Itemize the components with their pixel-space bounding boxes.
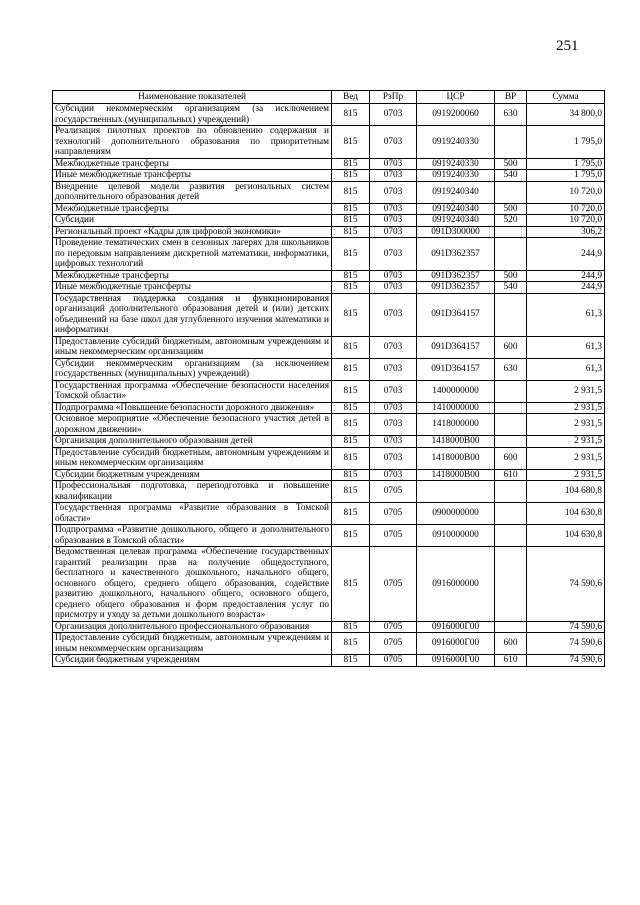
cell-ved: 815 bbox=[332, 547, 370, 622]
cell-rzpr: 0705 bbox=[370, 633, 417, 655]
cell-ved: 815 bbox=[332, 525, 370, 547]
table-row bbox=[53, 170, 605, 182]
cell-sum: 34 800,0 bbox=[527, 104, 605, 126]
cell-name: Ведомственная целевая программа «Обеспечение государственных гарантий реализации прав на получение общедоступного, бесплатного и качественного дошкольного, начального общего, основного общего, среднего общего образования, содействие развитию дошкольного, начального общего, основного общего, среднего общего образования и форм предоставления услуг по присмотру и уходу за детьми дошкольного возраста» bbox=[53, 547, 332, 622]
cell-rzpr: 0705 bbox=[370, 547, 417, 622]
cell-sum: 2 931,5 bbox=[527, 469, 605, 481]
cell-csr: 0900000000 bbox=[417, 503, 495, 525]
cell-ved: 815 bbox=[332, 358, 370, 380]
cell-sum: 306,2 bbox=[527, 226, 605, 238]
cell-rzpr: 0703 bbox=[370, 270, 417, 282]
cell-ved: 815 bbox=[332, 203, 370, 215]
cell-vr bbox=[495, 226, 527, 238]
cell-sum: 61,3 bbox=[527, 293, 605, 336]
budget-table bbox=[52, 90, 605, 667]
cell-vr bbox=[495, 414, 527, 436]
cell-csr: 0919240330 bbox=[417, 158, 495, 170]
cell-sum: 2 931,5 bbox=[527, 402, 605, 414]
cell-rzpr: 0705 bbox=[370, 621, 417, 633]
cell-sum: 61,3 bbox=[527, 336, 605, 358]
table-row bbox=[53, 655, 605, 667]
cell-ved: 815 bbox=[332, 226, 370, 238]
cell-csr: 0919240330 bbox=[417, 170, 495, 182]
cell-sum: 61,3 bbox=[527, 358, 605, 380]
cell-vr bbox=[495, 481, 527, 503]
table-row bbox=[53, 293, 605, 336]
cell-vr: 540 bbox=[495, 282, 527, 294]
cell-vr: 500 bbox=[495, 158, 527, 170]
cell-vr bbox=[495, 547, 527, 622]
cell-rzpr: 0703 bbox=[370, 158, 417, 170]
cell-vr: 500 bbox=[495, 270, 527, 282]
cell-rzpr: 0703 bbox=[370, 293, 417, 336]
cell-csr: 0916000Г00 bbox=[417, 621, 495, 633]
cell-sum: 1 795,0 bbox=[527, 126, 605, 159]
cell-rzpr: 0703 bbox=[370, 402, 417, 414]
cell-csr: 1418000В00 bbox=[417, 469, 495, 481]
cell-csr: 0916000Г00 bbox=[417, 655, 495, 667]
cell-name: Субсидии некоммерческим организациям (за исключением государственных (муниципальных) учреждений) bbox=[53, 358, 332, 380]
table-row bbox=[53, 336, 605, 358]
cell-name: Профессиональная подготовка, переподготовка и повышение квалификации bbox=[53, 481, 332, 503]
cell-ved: 815 bbox=[332, 402, 370, 414]
cell-ved: 815 bbox=[332, 447, 370, 469]
cell-sum: 104 630,8 bbox=[527, 503, 605, 525]
cell-name: Межбюджетные трансферты bbox=[53, 203, 332, 215]
cell-ved: 815 bbox=[332, 104, 370, 126]
table-body bbox=[53, 104, 605, 667]
cell-rzpr: 0703 bbox=[370, 380, 417, 402]
cell-name: Подпрограмма «Повышение безопасности дорожного движения» bbox=[53, 402, 332, 414]
cell-vr: 500 bbox=[495, 203, 527, 215]
cell-csr: 1418000000 bbox=[417, 414, 495, 436]
table-row bbox=[53, 215, 605, 227]
cell-name: Субсидии bbox=[53, 215, 332, 227]
table-row bbox=[53, 414, 605, 436]
cell-csr: 091D364157 bbox=[417, 336, 495, 358]
cell-ved: 815 bbox=[332, 655, 370, 667]
cell-csr: 0919200060 bbox=[417, 104, 495, 126]
cell-ved: 815 bbox=[332, 158, 370, 170]
cell-ved: 815 bbox=[332, 282, 370, 294]
cell-rzpr: 0705 bbox=[370, 525, 417, 547]
cell-rzpr: 0703 bbox=[370, 358, 417, 380]
cell-ved: 815 bbox=[332, 170, 370, 182]
cell-name: Субсидии бюджетным учреждениям bbox=[53, 655, 332, 667]
cell-ved: 815 bbox=[332, 181, 370, 203]
cell-vr bbox=[495, 525, 527, 547]
cell-name: Подпрограмма «Развитие дошкольного, общего и дополнительного образования в Томской области» bbox=[53, 525, 332, 547]
page-number: 251 bbox=[556, 38, 579, 54]
cell-ved: 815 bbox=[332, 238, 370, 271]
cell-rzpr: 0703 bbox=[370, 203, 417, 215]
cell-name: Реализация пилотных проектов по обновлению содержания и технологий дополнительного образования по приоритетным направлениям bbox=[53, 126, 332, 159]
cell-ved: 815 bbox=[332, 503, 370, 525]
cell-csr: 1418000В00 bbox=[417, 436, 495, 448]
cell-name: Межбюджетные трансферты bbox=[53, 158, 332, 170]
cell-ved: 815 bbox=[332, 270, 370, 282]
cell-vr: 610 bbox=[495, 655, 527, 667]
cell-vr: 630 bbox=[495, 104, 527, 126]
table-row bbox=[53, 469, 605, 481]
header-rzpr: РзПр bbox=[370, 91, 417, 104]
cell-name: Организация дополнительного профессионального образования bbox=[53, 621, 332, 633]
cell-name: Предоставление субсидий бюджетным, автономным учреждениям и иным некоммерческим организациям bbox=[53, 447, 332, 469]
cell-vr bbox=[495, 503, 527, 525]
cell-ved: 815 bbox=[332, 126, 370, 159]
table-row bbox=[53, 104, 605, 126]
cell-sum: 2 931,5 bbox=[527, 380, 605, 402]
cell-rzpr: 0703 bbox=[370, 414, 417, 436]
cell-sum: 104 680,8 bbox=[527, 481, 605, 503]
cell-sum: 104 630,8 bbox=[527, 525, 605, 547]
cell-vr: 600 bbox=[495, 336, 527, 358]
cell-name: Основное мероприятие «Обеспечение безопасного участия детей в дорожном движении» bbox=[53, 414, 332, 436]
header-sum: Сумма bbox=[527, 91, 605, 104]
cell-sum: 10 720,0 bbox=[527, 215, 605, 227]
table-row bbox=[53, 436, 605, 448]
cell-rzpr: 0703 bbox=[370, 126, 417, 159]
header-vr: ВР bbox=[495, 91, 527, 104]
cell-sum: 244,9 bbox=[527, 270, 605, 282]
cell-vr: 600 bbox=[495, 633, 527, 655]
cell-vr bbox=[495, 402, 527, 414]
cell-csr: 091D362357 bbox=[417, 270, 495, 282]
cell-rzpr: 0703 bbox=[370, 336, 417, 358]
cell-ved: 815 bbox=[332, 293, 370, 336]
table-row bbox=[53, 547, 605, 622]
cell-sum: 244,9 bbox=[527, 238, 605, 271]
cell-rzpr: 0703 bbox=[370, 104, 417, 126]
cell-name: Государственная программа «Обеспечение безопасности населения Томской области» bbox=[53, 380, 332, 402]
cell-csr bbox=[417, 481, 495, 503]
cell-rzpr: 0705 bbox=[370, 655, 417, 667]
cell-csr: 1400000000 bbox=[417, 380, 495, 402]
cell-vr bbox=[495, 380, 527, 402]
cell-csr: 0919240340 bbox=[417, 203, 495, 215]
cell-vr: 630 bbox=[495, 358, 527, 380]
cell-ved: 815 bbox=[332, 436, 370, 448]
cell-csr: 091D364157 bbox=[417, 358, 495, 380]
cell-ved: 815 bbox=[332, 633, 370, 655]
table-row bbox=[53, 402, 605, 414]
cell-ved: 815 bbox=[332, 621, 370, 633]
cell-name: Иные межбюджетные трансферты bbox=[53, 170, 332, 182]
table-row bbox=[53, 380, 605, 402]
cell-vr bbox=[495, 181, 527, 203]
cell-csr: 1410000000 bbox=[417, 402, 495, 414]
cell-sum: 244,9 bbox=[527, 282, 605, 294]
table-row bbox=[53, 633, 605, 655]
table-row bbox=[53, 621, 605, 633]
cell-sum: 2 931,5 bbox=[527, 414, 605, 436]
table-row bbox=[53, 503, 605, 525]
cell-sum: 74 590,6 bbox=[527, 633, 605, 655]
cell-vr bbox=[495, 293, 527, 336]
cell-vr: 610 bbox=[495, 469, 527, 481]
cell-sum: 2 931,5 bbox=[527, 436, 605, 448]
header-ved: Вед bbox=[332, 91, 370, 104]
cell-rzpr: 0703 bbox=[370, 215, 417, 227]
cell-csr: 0919240340 bbox=[417, 181, 495, 203]
table-row bbox=[53, 525, 605, 547]
header-name: Наименование показателей bbox=[53, 91, 332, 104]
table-row bbox=[53, 358, 605, 380]
cell-csr: 0919240330 bbox=[417, 126, 495, 159]
cell-vr bbox=[495, 126, 527, 159]
cell-ved: 815 bbox=[332, 469, 370, 481]
cell-rzpr: 0703 bbox=[370, 469, 417, 481]
cell-name: Государственная программа «Развитие образования в Томской области» bbox=[53, 503, 332, 525]
cell-csr: 0916000000 bbox=[417, 547, 495, 622]
cell-vr bbox=[495, 436, 527, 448]
table-row bbox=[53, 447, 605, 469]
cell-name: Региональный проект «Кадры для цифровой экономики» bbox=[53, 226, 332, 238]
cell-csr: 0910000000 bbox=[417, 525, 495, 547]
cell-sum: 10 720,0 bbox=[527, 181, 605, 203]
cell-name: Межбюджетные трансферты bbox=[53, 270, 332, 282]
cell-name: Предоставление субсидий бюджетным, автономным учреждениям и иным некоммерческим организациям bbox=[53, 336, 332, 358]
cell-name: Субсидии бюджетным учреждениям bbox=[53, 469, 332, 481]
cell-sum: 1 795,0 bbox=[527, 170, 605, 182]
cell-csr: 0919240340 bbox=[417, 215, 495, 227]
cell-vr: 520 bbox=[495, 215, 527, 227]
table-row bbox=[53, 203, 605, 215]
cell-csr: 1418000В00 bbox=[417, 447, 495, 469]
table-row bbox=[53, 238, 605, 271]
cell-csr: 091D364157 bbox=[417, 293, 495, 336]
cell-sum: 74 590,6 bbox=[527, 547, 605, 622]
cell-vr bbox=[495, 238, 527, 271]
cell-sum: 74 590,6 bbox=[527, 655, 605, 667]
cell-rzpr: 0703 bbox=[370, 447, 417, 469]
cell-sum: 2 931,5 bbox=[527, 447, 605, 469]
cell-name: Субсидии некоммерческим организациям (за исключением государственных (муниципальных) учреждений) bbox=[53, 104, 332, 126]
cell-name: Государственная поддержка создания и функционирования организаций дополнительного образования детей и (или) детских объединений на базе школ для углубленного изучения математики и информатики bbox=[53, 293, 332, 336]
cell-sum: 74 590,6 bbox=[527, 621, 605, 633]
table-row bbox=[53, 158, 605, 170]
table-row bbox=[53, 181, 605, 203]
cell-rzpr: 0703 bbox=[370, 181, 417, 203]
cell-vr: 600 bbox=[495, 447, 527, 469]
cell-name: Проведение тематических смен в сезонных лагерях для школьников по передовым направлениям дискретной математики, информатики, цифровых технологий bbox=[53, 238, 332, 271]
cell-csr: 091D362357 bbox=[417, 238, 495, 271]
cell-name: Иные межбюджетные трансферты bbox=[53, 282, 332, 294]
cell-ved: 815 bbox=[332, 414, 370, 436]
cell-name: Внедрение целевой модели развития региональных систем дополнительного образования детей bbox=[53, 181, 332, 203]
table-row bbox=[53, 226, 605, 238]
cell-rzpr: 0705 bbox=[370, 481, 417, 503]
cell-ved: 815 bbox=[332, 336, 370, 358]
cell-name: Организация дополнительного образования детей bbox=[53, 436, 332, 448]
cell-name: Предоставление субсидий бюджетным, автономным учреждениям и иным некоммерческим организациям bbox=[53, 633, 332, 655]
table-row bbox=[53, 282, 605, 294]
cell-rzpr: 0705 bbox=[370, 503, 417, 525]
cell-rzpr: 0703 bbox=[370, 226, 417, 238]
cell-vr: 540 bbox=[495, 170, 527, 182]
table-row bbox=[53, 126, 605, 159]
cell-csr: 0916000Г00 bbox=[417, 633, 495, 655]
cell-rzpr: 0703 bbox=[370, 170, 417, 182]
cell-ved: 815 bbox=[332, 380, 370, 402]
table-header-row bbox=[53, 91, 605, 104]
cell-rzpr: 0703 bbox=[370, 238, 417, 271]
header-csr: ЦСР bbox=[417, 91, 495, 104]
cell-sum: 10 720,0 bbox=[527, 203, 605, 215]
cell-ved: 815 bbox=[332, 215, 370, 227]
cell-csr: 091D362357 bbox=[417, 282, 495, 294]
table-row bbox=[53, 270, 605, 282]
cell-vr bbox=[495, 621, 527, 633]
cell-csr: 091D300000 bbox=[417, 226, 495, 238]
cell-ved: 815 bbox=[332, 481, 370, 503]
cell-rzpr: 0703 bbox=[370, 436, 417, 448]
cell-sum: 1 795,0 bbox=[527, 158, 605, 170]
cell-rzpr: 0703 bbox=[370, 282, 417, 294]
table-row bbox=[53, 481, 605, 503]
